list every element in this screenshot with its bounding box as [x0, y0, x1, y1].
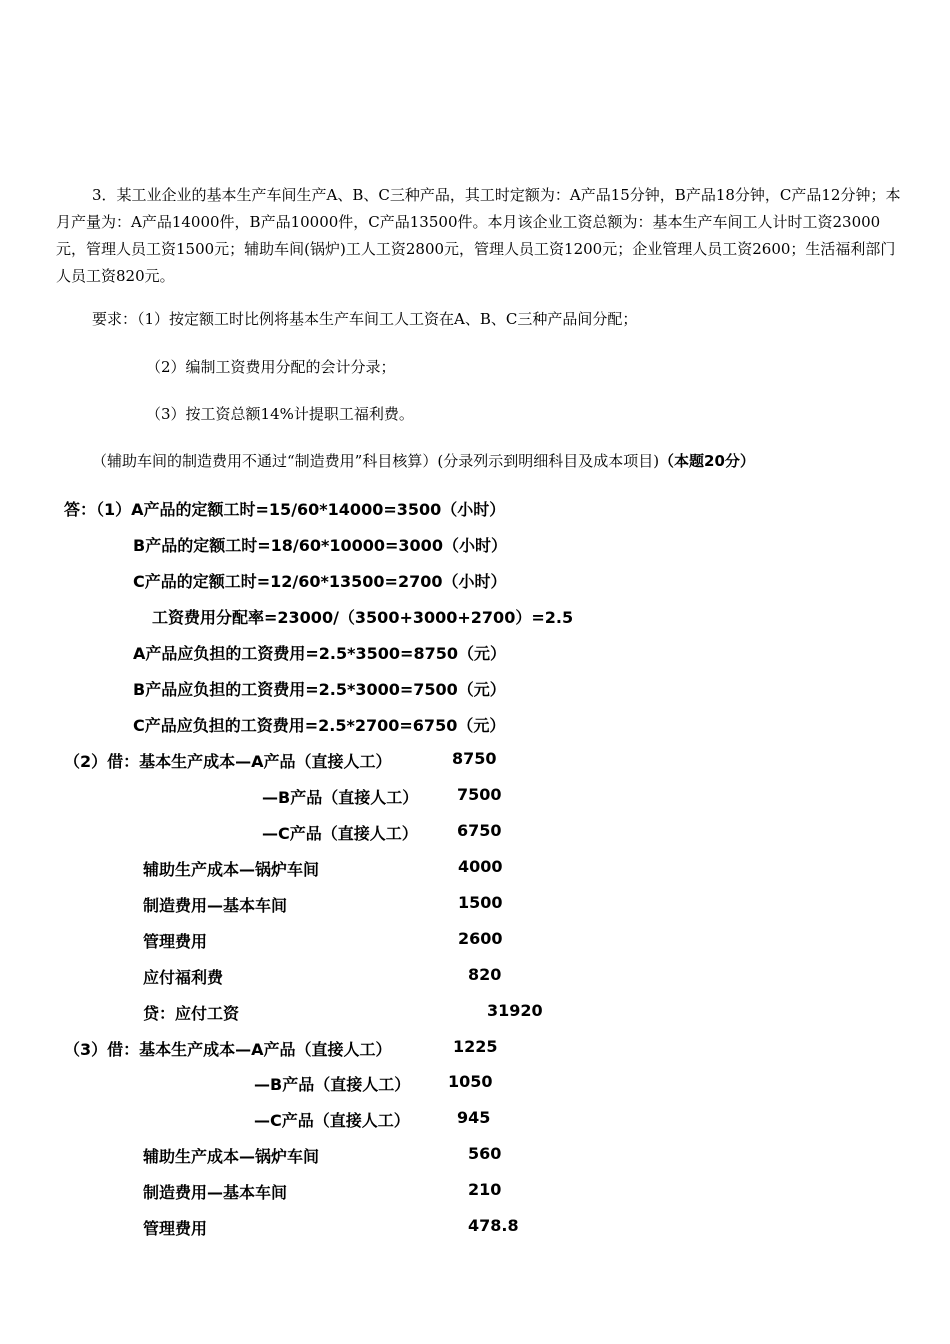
entry2-account-3: —C产品（直接人工） [262, 824, 418, 843]
answer-line-1: 答：（1）A产品的定额工时=15/60*14000=3500（小时） [64, 500, 506, 519]
entry2-account-1: （2）借：基本生产成本—A产品（直接人工） [64, 752, 392, 771]
answer-line-4: 工资费用分配率=23000/（3500+3000+2700）=2.5 [152, 608, 574, 627]
score-label: （本题20分） [659, 452, 755, 470]
requirement-3: （3）按工资总额14%计提职工福利费。 [146, 405, 414, 423]
entry3-account-6: 管理费用 [143, 1219, 208, 1238]
answer-line-3: C产品的定额工时=12/60*13500=2700（小时） [133, 572, 507, 591]
entry2-account-2: —B产品（直接人工） [262, 788, 419, 807]
entry2-amount-2: 7500 [457, 785, 502, 804]
entry2-amount-3: 6750 [457, 821, 502, 840]
entry2-amount-1: 8750 [452, 749, 497, 768]
entry2-account-7: 应付福利费 [143, 968, 224, 987]
entry3-account-5: 制造费用—基本车间 [143, 1183, 288, 1202]
question-text: 3．某工业企业的基本生产车间生产A、B、C三种产品，其工时定额为：A产品15分钟，B产品18分钟，C产品12分钟；本月产量为：A产品14000件，B产品10000件，C产品13500件。本月该企业工资总额为：基本生产车间工人计时工资23000元，管理人员工资1500元；辅助车间(锅炉)工人工资2800元，管理人员工资1200元；企业管理人员工资2600；生活福利部门人员工资820元。 [56, 186, 901, 285]
entry3-amount-1: 1225 [453, 1037, 498, 1056]
entry2-amount-4: 4000 [458, 857, 503, 876]
entry2-account-5: 制造费用—基本车间 [143, 896, 288, 915]
entry3-account-3: —C产品（直接人工） [254, 1111, 410, 1130]
requirement-1: 要求：（1）按定额工时比例将基本生产车间工人工资在A、B、C三种产品间分配； [92, 310, 638, 328]
entry2-account-4: 辅助生产成本—锅炉车间 [143, 860, 320, 879]
entry3-amount-2: 1050 [448, 1072, 493, 1091]
answer-line-2: B产品的定额工时=18/60*10000=3000（小时） [133, 536, 507, 555]
entry3-amount-5: 210 [468, 1180, 502, 1199]
entry2-account-8: 贷：应付工资 [143, 1004, 240, 1023]
entry2-amount-8: 31920 [487, 1001, 543, 1020]
answer-line-5: A产品应负担的工资费用=2.5*3500=8750（元） [133, 644, 506, 663]
entry3-amount-3: 945 [457, 1108, 491, 1127]
entry3-account-2: —B产品（直接人工） [254, 1075, 411, 1094]
answer-line-7: C产品应负担的工资费用=2.5*2700=6750（元） [133, 716, 506, 735]
requirement-2: （2）编制工资费用分配的会计分录； [146, 358, 396, 376]
entry3-amount-4: 560 [468, 1144, 502, 1163]
note-text: （辅助车间的制造费用不通过“制造费用”科目核算）(分录列示到明细科目及成本项目) [92, 452, 660, 470]
entry3-account-4: 辅助生产成本—锅炉车间 [143, 1147, 320, 1166]
entry3-amount-6: 478.8 [468, 1216, 519, 1235]
entry2-amount-5: 1500 [458, 893, 503, 912]
question-paragraph [56, 182, 902, 290]
entry2-amount-7: 820 [468, 965, 502, 984]
answer-line-6: B产品应负担的工资费用=2.5*3000=7500（元） [133, 680, 506, 699]
entry2-account-6: 管理费用 [143, 932, 208, 951]
question-note [92, 450, 755, 471]
entry3-account-1: （3）借：基本生产成本—A产品（直接人工） [64, 1040, 392, 1059]
entry2-amount-6: 2600 [458, 929, 503, 948]
